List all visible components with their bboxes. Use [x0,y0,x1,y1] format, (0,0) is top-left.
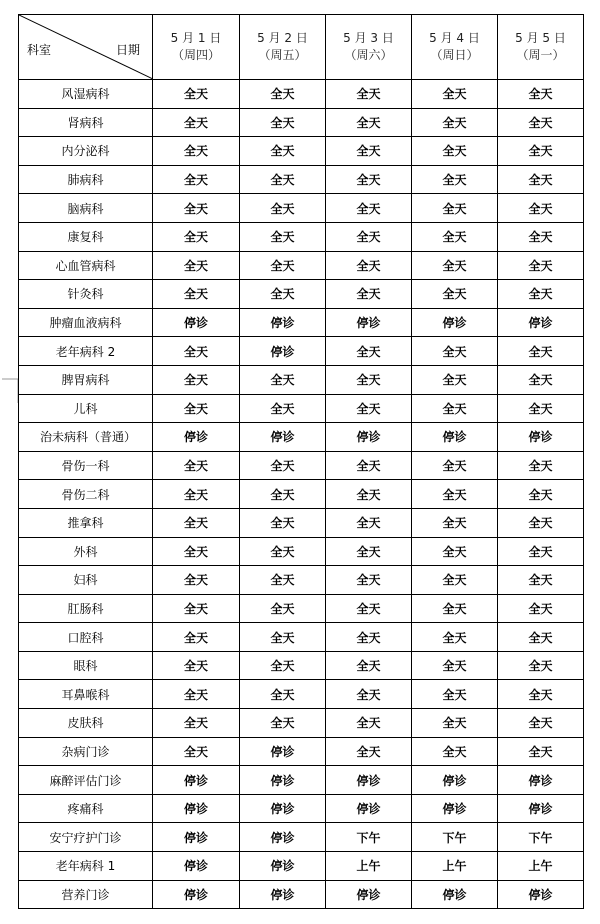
table-row [19,880,584,909]
schedule-status-cell: 全天 [412,108,498,137]
schedule-status-cell: 全天 [240,80,326,109]
department-name: 老年病科 2 [19,337,153,366]
schedule-status-cell: 停诊 [153,852,240,881]
schedule-status-cell: 全天 [498,108,584,137]
department-name: 骨伤一科 [19,451,153,480]
schedule-status-cell: 全天 [326,537,412,566]
table-row [19,280,584,309]
schedule-status-cell: 全天 [153,365,240,394]
schedule-status-cell: 全天 [412,680,498,709]
schedule-status-cell: 全天 [498,337,584,366]
schedule-status-cell: 全天 [153,537,240,566]
schedule-status-cell: 全天 [326,194,412,223]
schedule-status-cell: 全天 [412,566,498,595]
table-row [19,823,584,852]
schedule-status-cell: 全天 [498,394,584,423]
schedule-status-cell: 停诊 [240,423,326,452]
schedule-status-cell: 全天 [326,480,412,509]
schedule-status-cell: 全天 [326,737,412,766]
schedule-status-cell: 停诊 [153,794,240,823]
table-row [19,480,584,509]
schedule-status-cell: 全天 [153,680,240,709]
schedule-status-cell: 下午 [326,823,412,852]
table-row [19,709,584,738]
schedule-status-cell: 停诊 [240,337,326,366]
schedule-status-cell: 全天 [498,508,584,537]
table-row [19,852,584,881]
schedule-status-cell: 全天 [240,137,326,166]
schedule-status-cell: 停诊 [412,308,498,337]
schedule-status-cell: 停诊 [498,880,584,909]
schedule-status-cell: 全天 [412,80,498,109]
table-row [19,165,584,194]
schedule-status-cell: 全天 [240,251,326,280]
schedule-status-cell: 全天 [412,365,498,394]
schedule-status-cell: 全天 [498,222,584,251]
schedule-status-cell: 全天 [326,365,412,394]
table-row [19,194,584,223]
schedule-status-cell: 全天 [326,137,412,166]
schedule-status-cell: 全天 [240,108,326,137]
schedule-status-cell: 停诊 [498,308,584,337]
schedule-status-cell: 停诊 [498,766,584,795]
schedule-status-cell: 全天 [326,594,412,623]
department-name: 皮肤科 [19,709,153,738]
schedule-status-cell: 下午 [412,823,498,852]
schedule-status-cell: 全天 [498,365,584,394]
schedule-status-cell: 全天 [153,108,240,137]
day-date: 5 月 4 日 [429,31,480,45]
schedule-status-cell: 下午 [498,823,584,852]
department-name: 营养门诊 [19,880,153,909]
date-column-label: 日期 [115,43,140,57]
schedule-status-cell: 全天 [153,194,240,223]
schedule-status-cell: 全天 [153,623,240,652]
day-date: 5 月 5 日 [515,31,566,45]
schedule-status-cell: 全天 [240,623,326,652]
schedule-status-cell: 全天 [498,165,584,194]
department-name: 治未病科（普通） [19,423,153,452]
schedule-status-cell: 全天 [240,480,326,509]
schedule-status-cell: 全天 [153,566,240,595]
table-row [19,108,584,137]
day-weekday: （周一） [516,48,565,62]
department-name: 肺病科 [19,165,153,194]
schedule-status-cell: 全天 [412,394,498,423]
schedule-status-cell: 全天 [153,480,240,509]
day-weekday: （周六） [344,48,393,62]
schedule-status-cell: 全天 [498,623,584,652]
schedule-status-cell: 全天 [240,651,326,680]
department-name: 儿科 [19,394,153,423]
schedule-status-cell: 全天 [412,709,498,738]
schedule-status-cell: 全天 [153,165,240,194]
schedule-status-cell: 全天 [412,537,498,566]
schedule-status-cell: 全天 [498,480,584,509]
day-header [326,15,412,80]
schedule-status-cell: 全天 [412,222,498,251]
schedule-status-cell: 全天 [412,651,498,680]
schedule-status-cell: 停诊 [153,423,240,452]
schedule-status-cell: 上午 [412,852,498,881]
schedule-status-cell: 全天 [326,222,412,251]
schedule-status-cell: 停诊 [412,794,498,823]
table-row [19,451,584,480]
schedule-status-cell: 停诊 [326,423,412,452]
department-name: 麻醉评估门诊 [19,766,153,795]
schedule-status-cell: 全天 [240,680,326,709]
schedule-status-cell: 全天 [498,709,584,738]
schedule-status-cell: 全天 [326,165,412,194]
schedule-status-cell: 上午 [326,852,412,881]
schedule-status-cell: 全天 [326,451,412,480]
schedule-status-cell: 全天 [153,280,240,309]
schedule-status-cell: 停诊 [153,823,240,852]
schedule-status-cell: 全天 [326,566,412,595]
schedule-status-cell: 全天 [498,137,584,166]
schedule-status-cell: 停诊 [412,880,498,909]
schedule-status-cell: 全天 [498,451,584,480]
department-name: 脾胃病科 [19,365,153,394]
department-name: 口腔科 [19,623,153,652]
schedule-status-cell: 全天 [153,594,240,623]
schedule-status-cell: 全天 [153,251,240,280]
table-row [19,251,584,280]
schedule-status-cell: 全天 [240,709,326,738]
table-row [19,80,584,109]
department-name: 肿瘤血液病科 [19,308,153,337]
schedule-status-cell: 全天 [326,508,412,537]
schedule-status-cell: 全天 [412,337,498,366]
schedule-status-cell: 全天 [498,194,584,223]
corner-header-cell [19,15,153,80]
schedule-status-cell: 全天 [153,651,240,680]
schedule-status-cell: 停诊 [240,823,326,852]
schedule-status-cell: 停诊 [498,423,584,452]
schedule-status-cell: 上午 [498,852,584,881]
schedule-status-cell: 全天 [412,623,498,652]
schedule-status-cell: 全天 [153,394,240,423]
schedule-status-cell: 全天 [326,394,412,423]
table-row [19,651,584,680]
day-header [498,15,584,80]
schedule-status-cell: 停诊 [498,794,584,823]
schedule-status-cell: 全天 [412,508,498,537]
schedule-status-cell: 全天 [153,451,240,480]
schedule-status-cell: 全天 [412,137,498,166]
day-header [240,15,326,80]
table-row [19,566,584,595]
table-row [19,766,584,795]
table-row [19,423,584,452]
schedule-status-cell: 全天 [326,651,412,680]
department-name: 内分泌科 [19,137,153,166]
department-name: 推拿科 [19,508,153,537]
schedule-status-cell: 全天 [498,594,584,623]
department-name: 脑病科 [19,194,153,223]
schedule-status-cell: 全天 [498,537,584,566]
schedule-status-cell: 全天 [412,737,498,766]
schedule-status-cell: 全天 [412,251,498,280]
header-row [19,15,584,80]
schedule-status-cell: 全天 [240,537,326,566]
schedule-status-cell: 全天 [326,623,412,652]
schedule-status-cell: 停诊 [240,880,326,909]
department-name: 眼科 [19,651,153,680]
day-weekday: （周五） [258,48,307,62]
table-row [19,137,584,166]
schedule-status-cell: 全天 [326,251,412,280]
schedule-status-cell: 全天 [240,566,326,595]
department-name: 妇科 [19,566,153,595]
schedule-status-cell: 全天 [153,737,240,766]
department-name: 风湿病科 [19,80,153,109]
schedule-status-cell: 停诊 [412,766,498,795]
table-row [19,623,584,652]
table-row [19,308,584,337]
schedule-status-cell: 全天 [412,594,498,623]
schedule-status-cell: 全天 [412,165,498,194]
department-name: 针灸科 [19,280,153,309]
department-name: 疼痛科 [19,794,153,823]
schedule-status-cell: 全天 [240,222,326,251]
schedule-status-cell: 全天 [326,680,412,709]
schedule-status-cell: 停诊 [326,880,412,909]
department-name: 肛肠科 [19,594,153,623]
schedule-status-cell: 停诊 [240,308,326,337]
schedule-status-cell: 全天 [153,137,240,166]
department-name: 肾病科 [19,108,153,137]
table-row [19,537,584,566]
schedule-status-cell: 全天 [240,594,326,623]
schedule-status-cell: 全天 [498,680,584,709]
schedule-status-cell: 停诊 [153,880,240,909]
schedule-status-cell: 全天 [240,365,326,394]
schedule-status-cell: 停诊 [240,766,326,795]
department-name: 心血管病科 [19,251,153,280]
day-header [412,15,498,80]
day-weekday: （周日） [430,48,479,62]
schedule-status-cell: 全天 [326,80,412,109]
schedule-status-cell: 全天 [240,165,326,194]
schedule-status-cell: 全天 [498,651,584,680]
day-weekday: （周四） [171,48,220,62]
department-name: 安宁疗护门诊 [19,823,153,852]
schedule-status-cell: 全天 [326,108,412,137]
schedule-status-cell: 停诊 [412,423,498,452]
schedule-status-cell: 全天 [153,337,240,366]
schedule-status-cell: 全天 [498,566,584,595]
table-row [19,794,584,823]
schedule-status-cell: 全天 [498,251,584,280]
department-name: 老年病科 1 [19,852,153,881]
table-row [19,594,584,623]
schedule-status-cell: 全天 [412,451,498,480]
clinic-schedule [18,14,583,909]
schedule-status-cell: 全天 [326,280,412,309]
schedule-status-cell: 停诊 [326,308,412,337]
schedule-status-cell: 停诊 [153,766,240,795]
day-date: 5 月 3 日 [343,31,394,45]
department-name: 杂病门诊 [19,737,153,766]
table-row [19,508,584,537]
table-row [19,737,584,766]
schedule-status-cell: 全天 [498,280,584,309]
schedule-status-cell: 停诊 [240,852,326,881]
schedule-status-cell: 全天 [326,709,412,738]
day-date: 5 月 1 日 [170,31,222,45]
schedule-status-cell: 全天 [240,394,326,423]
day-header [153,15,240,80]
schedule-status-cell: 停诊 [240,737,326,766]
department-name: 康复科 [19,222,153,251]
schedule-status-cell: 全天 [498,80,584,109]
table-row [19,394,584,423]
schedule-status-cell: 全天 [240,508,326,537]
table-row [19,337,584,366]
schedule-status-cell: 全天 [412,194,498,223]
schedule-status-cell: 全天 [326,337,412,366]
department-name: 外科 [19,537,153,566]
schedule-status-cell: 全天 [498,737,584,766]
table-row [19,365,584,394]
schedule-status-cell: 停诊 [240,794,326,823]
schedule-body [19,80,584,909]
schedule-table [18,14,584,909]
schedule-status-cell: 停诊 [153,308,240,337]
schedule-status-cell: 全天 [240,194,326,223]
department-column-label: 科室 [27,43,52,57]
schedule-status-cell: 全天 [240,280,326,309]
schedule-status-cell: 全天 [240,451,326,480]
schedule-status-cell: 全天 [153,222,240,251]
table-row [19,680,584,709]
schedule-status-cell: 全天 [153,80,240,109]
department-name: 耳鼻喉科 [19,680,153,709]
day-date: 5 月 2 日 [257,31,308,45]
schedule-status-cell: 全天 [153,508,240,537]
schedule-status-cell: 全天 [412,280,498,309]
table-row [19,222,584,251]
schedule-status-cell: 停诊 [326,766,412,795]
department-name: 骨伤二科 [19,480,153,509]
schedule-status-cell: 全天 [412,480,498,509]
schedule-status-cell: 停诊 [326,794,412,823]
schedule-status-cell: 全天 [153,709,240,738]
